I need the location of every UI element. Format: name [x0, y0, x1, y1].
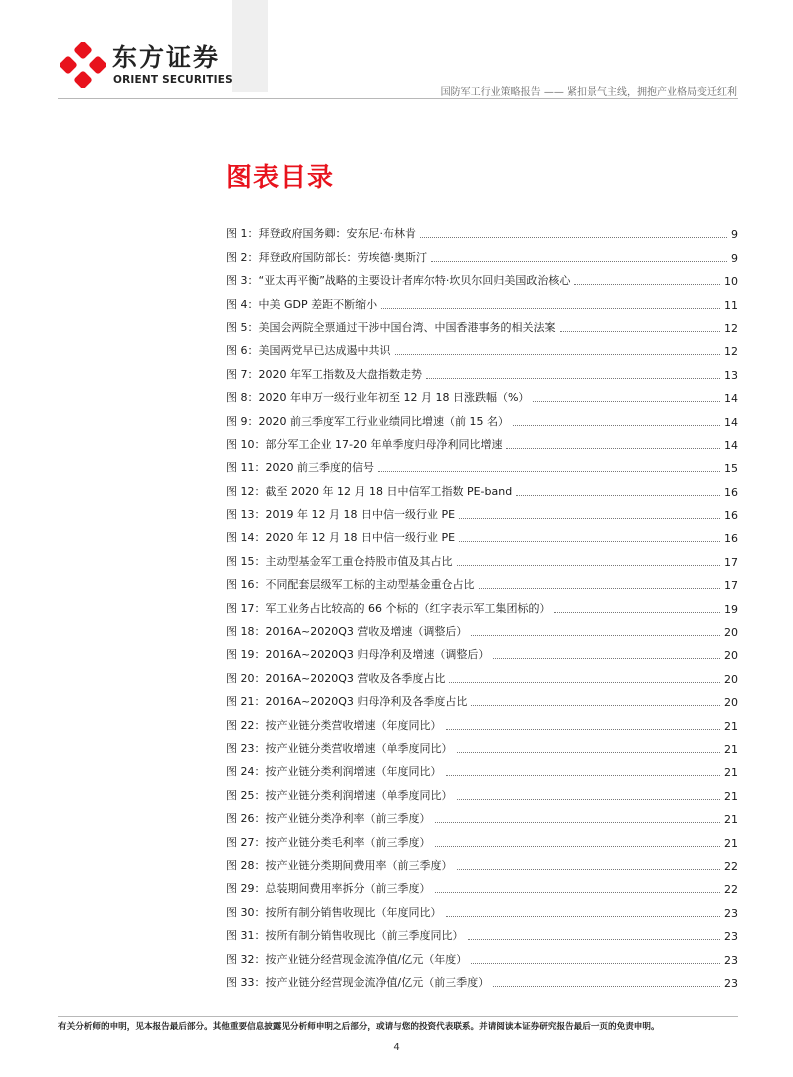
logo-english-name: ORIENT SECURITIES — [113, 74, 233, 86]
toc-entry-page: 23 — [724, 976, 738, 990]
toc-entry-page: 13 — [724, 368, 738, 382]
toc-dot-leader — [446, 915, 721, 917]
toc-dot-leader — [378, 470, 720, 472]
toc-entry-page: 21 — [724, 813, 738, 827]
toc-dot-leader — [446, 774, 721, 776]
toc-entry-label: 图 31：按所有制分销售收现比（前三季度同比） — [226, 929, 464, 943]
toc-entry[interactable] — [226, 920, 738, 943]
toc-entry-page: 16 — [724, 532, 738, 546]
toc-entry-page: 20 — [724, 696, 738, 710]
toc-dot-leader — [435, 845, 721, 847]
toc-entry-label: 图 29：总装期间费用率拆分（前三季度） — [226, 882, 431, 896]
toc-dot-leader — [493, 657, 720, 659]
report-title: 国防军工行业策略报告 —— 紧扣景气主线，拥抱产业格局变迁红利 — [440, 87, 737, 98]
toc-entry-page: 20 — [724, 649, 738, 663]
toc-entry-label: 图 17：军工业务占比较高的 66 个标的（红字表示军工集团标的） — [226, 601, 551, 615]
toc-entry-page: 21 — [724, 719, 738, 733]
toc-entry[interactable] — [226, 545, 738, 568]
toc-dot-leader — [471, 962, 720, 964]
toc-entry[interactable] — [226, 405, 738, 428]
toc-dot-leader — [471, 704, 720, 706]
toc-entry[interactable] — [226, 312, 738, 335]
toc-dot-leader — [420, 236, 727, 238]
toc-entry-label: 图 22：按产业链分类营收增速（年度同比） — [226, 718, 442, 732]
toc-entry[interactable] — [226, 756, 738, 779]
toc-entry-page: 17 — [724, 555, 738, 569]
toc-entry[interactable] — [226, 896, 738, 919]
toc-dot-leader — [533, 400, 720, 402]
toc-entry-page: 16 — [724, 485, 738, 499]
toc-entry[interactable] — [226, 592, 738, 615]
footer-divider — [58, 1016, 738, 1017]
toc-entry-label: 图 2：拜登政府国防部长：劳埃德·奥斯汀 — [226, 250, 427, 264]
toc-dot-leader — [506, 447, 720, 449]
toc-entry-label: 图 19：2016A~2020Q3 归母净利及增速（调整后） — [226, 648, 490, 662]
toc-entry[interactable] — [226, 522, 738, 545]
toc-dot-leader — [457, 798, 721, 800]
toc-entry[interactable] — [226, 241, 738, 264]
toc-dot-leader — [449, 681, 720, 683]
toc-entry-label: 图 27：按产业链分类毛利率（前三季度） — [226, 835, 431, 849]
toc-entry[interactable] — [226, 662, 738, 685]
table-of-figures — [226, 218, 738, 990]
toc-entry[interactable] — [226, 873, 738, 896]
toc-entry-label: 图 7：2020 年军工指数及大盘指数走势 — [226, 367, 422, 381]
toc-entry-page: 14 — [724, 438, 738, 452]
toc-entry[interactable] — [226, 686, 738, 709]
toc-entry[interactable] — [226, 616, 738, 639]
toc-entry-page: 9 — [731, 228, 738, 242]
toc-entry-page: 14 — [724, 392, 738, 406]
toc-entry[interactable] — [226, 709, 738, 732]
toc-entry-label: 图 8：2020 年申万一级行业年初至 12 月 18 日涨跌幅（%） — [226, 391, 530, 405]
toc-dot-leader — [479, 587, 721, 589]
toc-entry-page: 20 — [724, 626, 738, 640]
toc-entry[interactable] — [226, 429, 738, 452]
toc-entry-label: 图 4：中美 GDP 差距不断缩小 — [226, 297, 378, 311]
toc-entry[interactable] — [226, 218, 738, 241]
toc-entry[interactable] — [226, 803, 738, 826]
toc-dot-leader — [426, 377, 720, 379]
toc-entry[interactable] — [226, 733, 738, 756]
toc-entry[interactable] — [226, 382, 738, 405]
toc-entry-page: 23 — [724, 930, 738, 944]
toc-entry-page: 10 — [724, 275, 738, 289]
toc-entry[interactable] — [226, 288, 738, 311]
toc-entry[interactable] — [226, 499, 738, 522]
toc-dot-leader — [459, 517, 720, 519]
toc-dot-leader — [560, 330, 721, 332]
toc-entry-page: 23 — [724, 906, 738, 920]
toc-entry[interactable] — [226, 452, 738, 475]
toc-entry[interactable] — [226, 265, 738, 288]
toc-entry-page: 21 — [724, 766, 738, 780]
toc-entry-page: 12 — [724, 321, 738, 335]
toc-entry-page: 15 — [724, 462, 738, 476]
toc-dot-leader — [554, 611, 720, 613]
toc-dot-leader — [395, 353, 721, 355]
toc-entry-label: 图 12：截至 2020 年 12 月 18 日中信军工指数 PE-band — [226, 484, 513, 498]
toc-entry-page: 22 — [724, 883, 738, 897]
toc-entry-page: 21 — [724, 742, 738, 756]
toc-entry-label: 图 3：“亚太再平衡”战略的主要设计者库尔特·坎贝尔回归美国政治核心 — [226, 274, 571, 288]
toc-entry-page: 22 — [724, 859, 738, 873]
section-title: 图表目录 — [226, 163, 335, 193]
toc-dot-leader — [435, 821, 721, 823]
header-divider — [58, 98, 738, 99]
toc-entry-label: 图 33：按产业链分经营现金流净值/亿元（前三季度） — [226, 975, 490, 989]
toc-entry-page: 16 — [724, 509, 738, 523]
toc-entry[interactable] — [226, 943, 738, 966]
toc-entry-page: 21 — [724, 836, 738, 850]
toc-entry-label: 图 25：按产业链分类利润增速（单季度同比） — [226, 788, 453, 802]
toc-entry-label: 图 30：按所有制分销售收现比（年度同比） — [226, 905, 442, 919]
toc-entry[interactable] — [226, 639, 738, 662]
toc-dot-leader — [431, 260, 727, 262]
toc-dot-leader — [513, 424, 720, 426]
toc-dot-leader — [471, 634, 720, 636]
toc-entry-label: 图 5：美国会两院全票通过干涉中国台湾、中国香港事务的相关法案 — [226, 320, 556, 334]
toc-entry-label: 图 18：2016A~2020Q3 营收及增速（调整后） — [226, 625, 468, 639]
toc-entry-page: 20 — [724, 672, 738, 686]
toc-entry-label: 图 11：2020 前三季度的信号 — [226, 461, 374, 475]
toc-dot-leader — [574, 283, 720, 285]
toc-dot-leader — [381, 307, 720, 309]
toc-dot-leader — [516, 494, 720, 496]
toc-dot-leader — [435, 891, 721, 893]
toc-dot-leader — [468, 938, 721, 940]
toc-entry[interactable] — [226, 358, 738, 381]
toc-entry-page: 9 — [731, 251, 738, 265]
toc-entry-label: 图 24：按产业链分类利润增速（年度同比） — [226, 765, 442, 779]
toc-entry-label: 图 13：2019 年 12 月 18 日中信一级行业 PE — [226, 508, 456, 522]
toc-entry-page: 19 — [724, 602, 738, 616]
toc-entry-label: 图 28：按产业链分类期间费用率（前三季度） — [226, 858, 453, 872]
toc-entry-label: 图 21：2016A~2020Q3 归母净利及各季度占比 — [226, 695, 468, 709]
toc-entry-page: 14 — [724, 415, 738, 429]
footer-disclaimer: 有关分析师的申明，见本报告最后部分。其他重要信息披露见分析师申明之后部分，或请与您的投资代表联系。并请阅读本证券研究报告最后一页的免责申明。 — [58, 1022, 660, 1032]
toc-entry-label: 图 10：部分军工企业 17-20 年单季度归母净利同比增速 — [226, 437, 503, 451]
toc-entry-label: 图 23：按产业链分类营收增速（单季度同比） — [226, 741, 453, 755]
toc-dot-leader — [459, 540, 720, 542]
toc-entry-label: 图 26：按产业链分类净利率（前三季度） — [226, 812, 431, 826]
page-number: 4 — [393, 1042, 400, 1053]
toc-entry[interactable] — [226, 335, 738, 358]
toc-entry-label: 图 20：2016A~2020Q3 营收及各季度占比 — [226, 671, 446, 685]
toc-entry-label: 图 15：主动型基金军工重仓持股市值及其占比 — [226, 554, 453, 568]
toc-dot-leader — [493, 985, 720, 987]
toc-entry-page: 12 — [724, 345, 738, 359]
toc-dot-leader — [457, 564, 721, 566]
toc-entry[interactable] — [226, 475, 738, 498]
company-logo — [60, 36, 240, 96]
toc-dot-leader — [457, 868, 721, 870]
toc-entry-label: 图 9：2020 前三季度军工行业业绩同比增速（前 15 名） — [226, 414, 509, 428]
toc-entry-label: 图 16：不同配套层级军工标的主动型基金重仓占比 — [226, 578, 475, 592]
toc-entry[interactable] — [226, 569, 738, 592]
toc-entry-label: 图 14：2020 年 12 月 18 日中信一级行业 PE — [226, 531, 456, 545]
toc-entry[interactable] — [226, 850, 738, 873]
toc-entry-label: 图 6：美国两党早已达成遏中共识 — [226, 344, 391, 358]
toc-entry-page: 17 — [724, 579, 738, 593]
toc-entry-page: 21 — [724, 789, 738, 803]
orient-securities-logo-icon — [60, 42, 106, 88]
toc-entry[interactable] — [226, 826, 738, 849]
toc-entry-page: 23 — [724, 953, 738, 967]
toc-entry[interactable] — [226, 967, 738, 990]
logo-chinese-name: 东方证券 — [112, 43, 221, 72]
toc-entry-label: 图 1：拜登政府国务卿：安东尼·布林肯 — [226, 227, 416, 241]
toc-dot-leader — [457, 751, 721, 753]
toc-entry[interactable] — [226, 779, 738, 802]
toc-dot-leader — [446, 728, 721, 730]
toc-entry-label: 图 32：按产业链分经营现金流净值/亿元（年度） — [226, 952, 468, 966]
toc-entry-page: 11 — [724, 298, 738, 312]
